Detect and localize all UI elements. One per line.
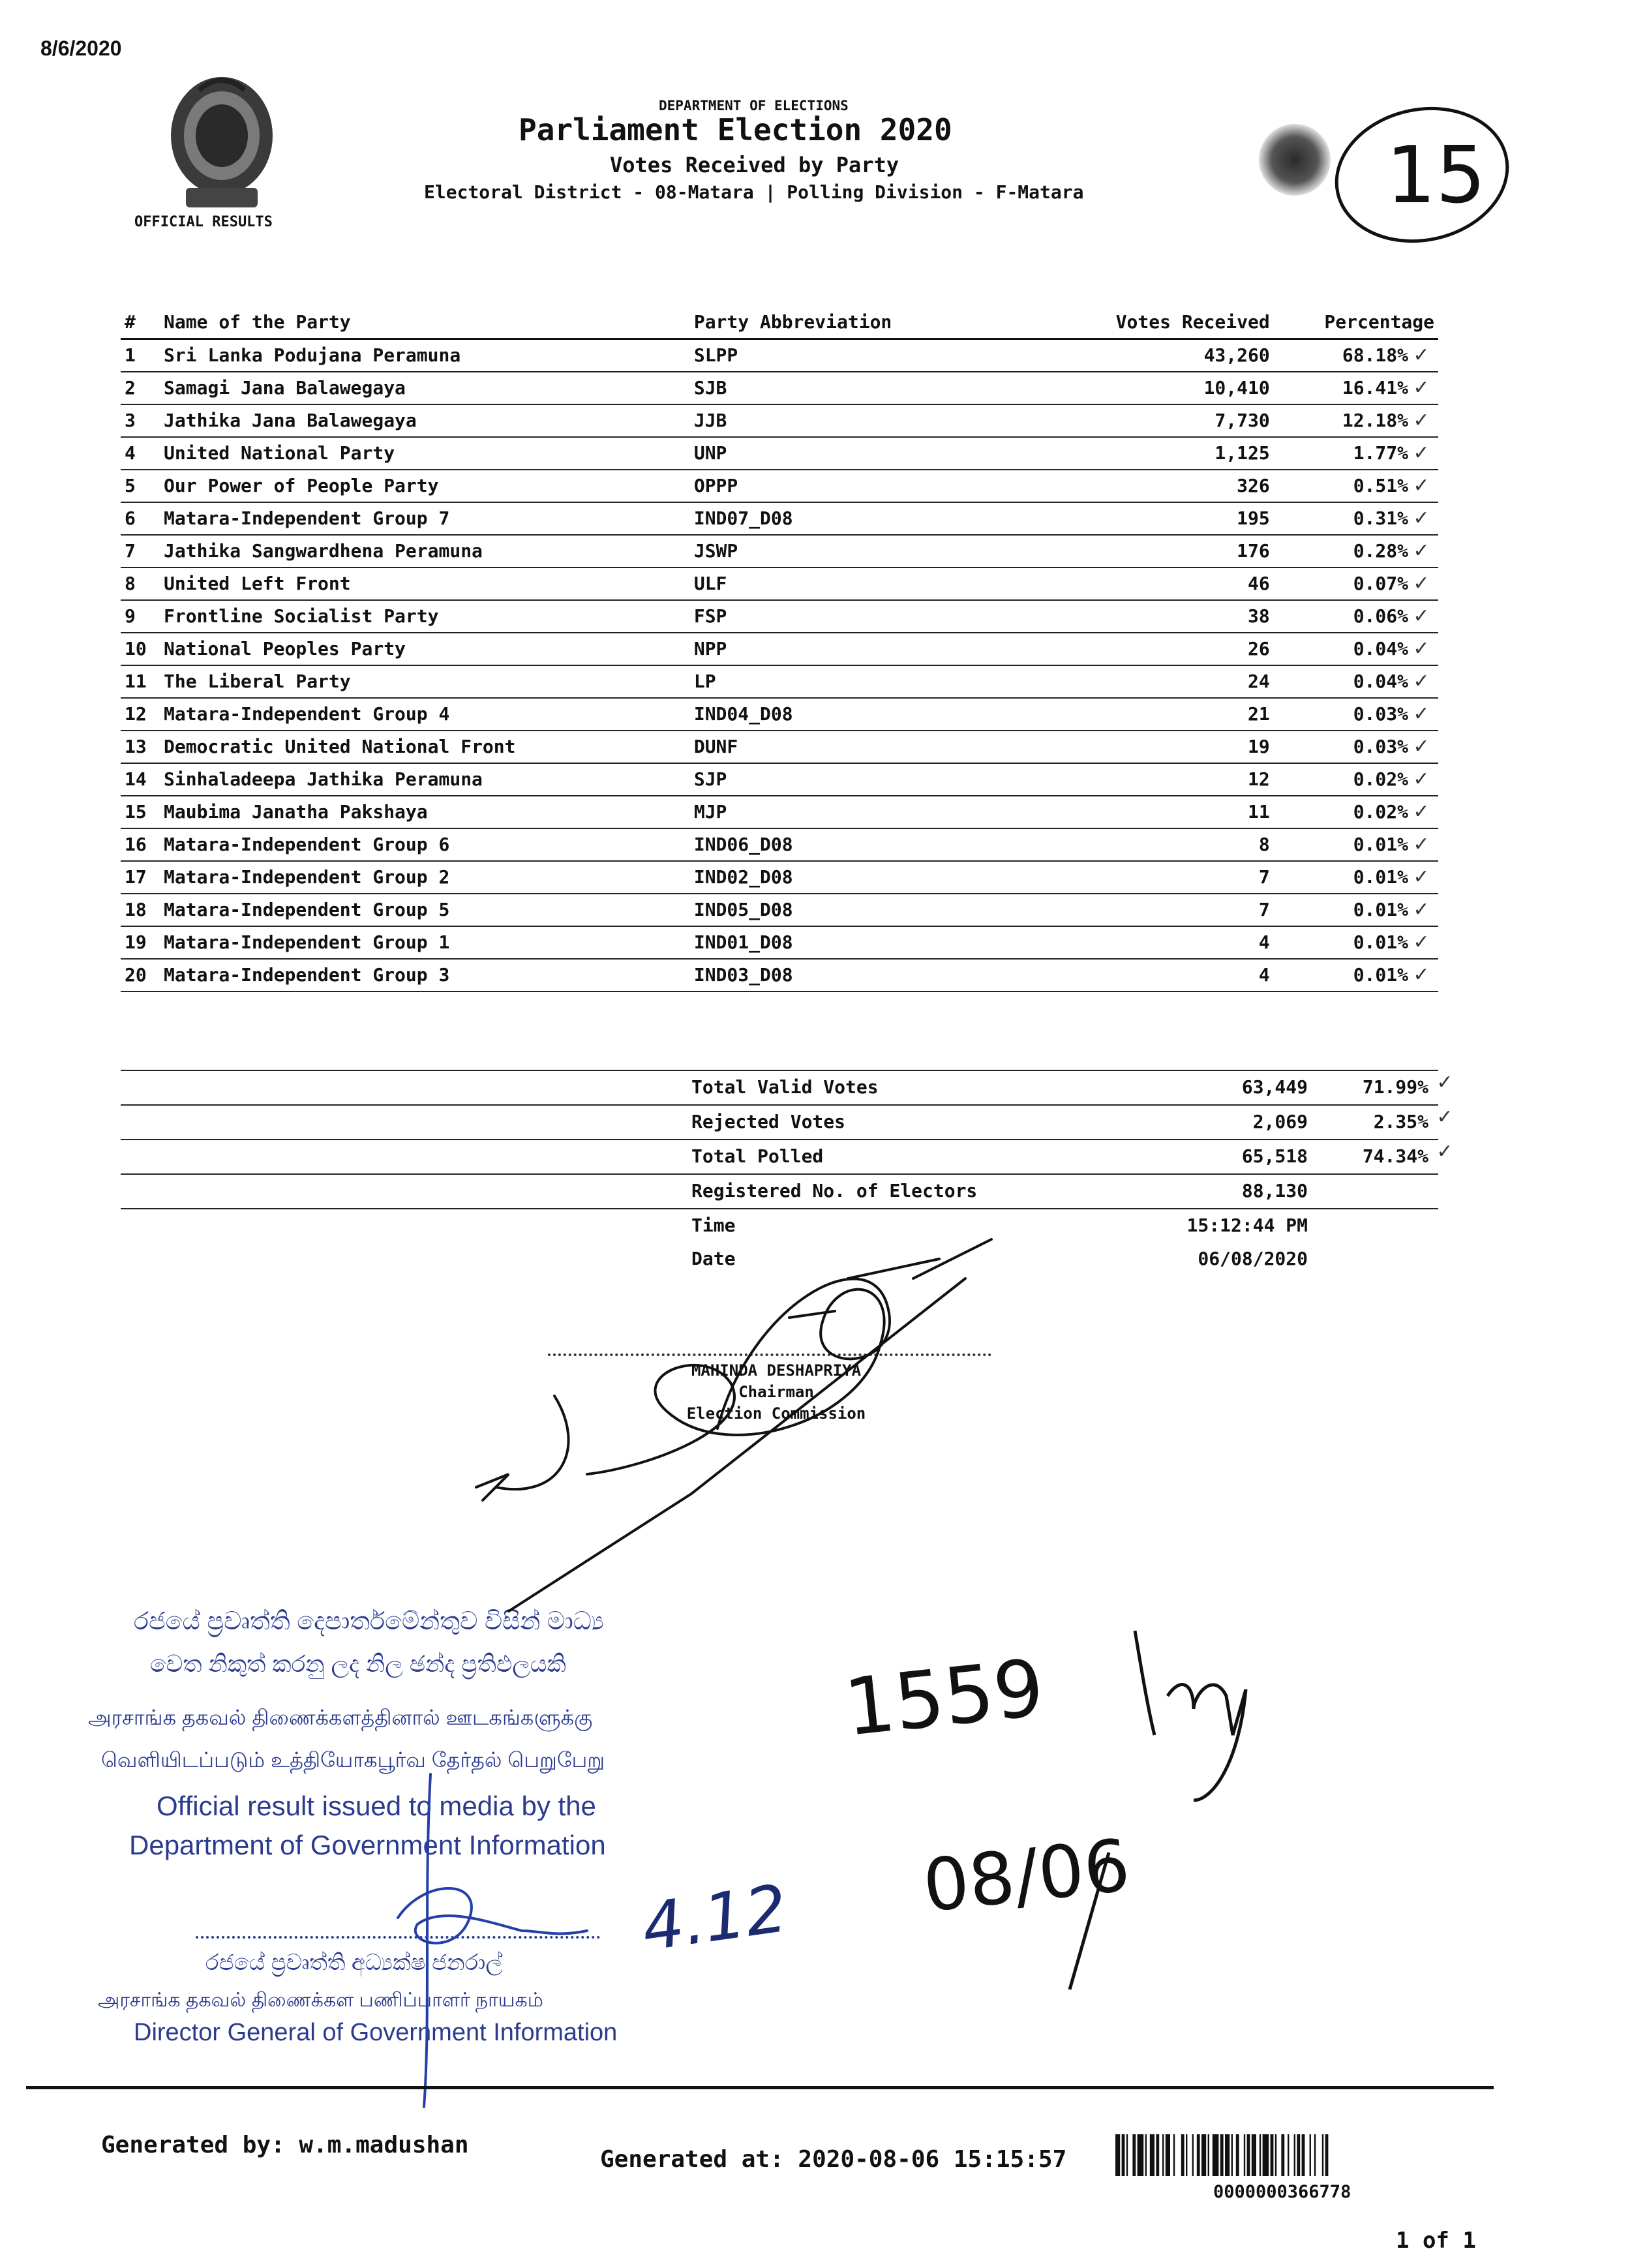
barcode-bar [1275,2134,1276,2176]
votes-received: 12 [1248,768,1270,790]
barcode-bar [1162,2134,1164,2176]
barcode-bar [1126,2134,1128,2176]
row-number: 15 [125,801,147,823]
department-name: DEPARTMENT OF ELECTIONS [659,98,849,113]
table-row [121,894,1438,926]
barcode-bar [1173,2134,1175,2176]
barcode-bar [1201,2134,1206,2176]
check-mark-icon: ✓ [1413,572,1430,595]
barcode-bar [1263,2134,1269,2176]
table-row [121,828,1438,861]
check-mark-icon: ✓ [1436,1071,1453,1094]
votes-received: 7 [1258,899,1270,920]
vote-percentage: 68.18% [1342,344,1408,366]
vote-percentage: 0.01% [1353,964,1408,986]
table-row [121,567,1438,600]
summary-label: Time [691,1215,736,1236]
table-row [121,470,1438,502]
signature-dotted-line [548,1353,991,1356]
row-number: 10 [125,638,147,659]
summary-row-time [121,1208,1438,1243]
row-number: 1 [125,344,136,366]
table-row [121,633,1438,665]
stamp-english-line-3: Director General of Government Information [134,2019,618,2046]
barcode-bar [1310,2134,1311,2176]
handwritten-count: 1559 [840,1642,1048,1754]
check-mark-icon: ✓ [1413,539,1430,562]
party-abbreviation: IND02_D08 [693,866,793,888]
party-abbreviation: IND06_D08 [693,834,793,855]
print-date: 8/6/2020 [40,37,122,60]
summary-percentage: 74.34% [1362,1145,1428,1167]
barcode-bar [1156,2134,1159,2176]
party-abbreviation: SJB [693,377,727,399]
vote-percentage: 0.51% [1353,475,1408,496]
table-header-row [121,307,1438,339]
summary-percentage: 71.99% [1362,1076,1428,1098]
votes-received: 26 [1248,638,1270,659]
party-name: National Peoples Party [164,638,406,659]
check-mark-icon: ✓ [1413,344,1430,367]
check-mark-icon: ✓ [1413,866,1430,888]
barcode-bar [1231,2134,1233,2176]
vote-percentage: 1.77% [1353,442,1408,464]
column-header-number: # [125,311,136,333]
row-number: 20 [125,964,147,986]
barcode-bar [1208,2134,1209,2176]
party-name: Frontline Socialist Party [164,605,439,627]
row-number: 9 [125,605,136,627]
generated-at: Generated at: 2020-08-06 15:15:57 [600,2146,1067,2173]
check-mark-icon: ✓ [1413,605,1430,627]
check-mark-icon: ✓ [1413,637,1430,660]
barcode-bar [1186,2134,1187,2176]
votes-received: 1,125 [1215,442,1270,464]
party-abbreviation: SJP [693,768,727,790]
barcode-bar [1181,2134,1185,2176]
row-number: 6 [125,507,136,529]
signatory-name: MAHINDA DESHAPRIYA [691,1361,862,1380]
party-name: Matara-Independent Group 3 [164,964,450,986]
vote-percentage: 0.01% [1353,931,1408,953]
party-abbreviation: JJB [693,410,727,431]
check-mark-icon: ✓ [1413,931,1430,954]
barcode-bar [1122,2134,1125,2176]
document-title: Parliament Election 2020 [519,112,952,147]
barcode-bar [1220,2134,1224,2176]
summary-value: 15:12:44 PM [1186,1215,1308,1236]
votes-received: 11 [1248,801,1270,823]
summary-label: Total Valid Votes [691,1076,879,1098]
handwritten-count-note [841,1631,1246,1989]
table-row [121,731,1438,763]
party-name: Jathika Jana Balawegaya [164,410,417,431]
barcode-bar [1138,2134,1144,2176]
party-abbreviation: DUNF [693,736,738,757]
party-name: Matara-Independent Group 6 [164,834,450,855]
check-mark-icon: ✓ [1413,898,1430,921]
handwritten-notes [637,1870,792,1966]
barcode-bar [1252,2134,1256,2176]
summary-row-registered [121,1173,1438,1208]
check-mark-icon: ✓ [1413,703,1430,725]
summary-block [121,1070,1453,1275]
director-general-signature [398,1774,587,2107]
votes-received: 46 [1248,573,1270,594]
barcode-bar [1115,2134,1120,2176]
table-row [121,796,1438,828]
check-mark-icon: ✓ [1413,474,1430,497]
district-line: Electoral District - 08-Matara | Polling Division - F-Matara [424,181,1084,203]
party-name: Jathika Sangwardhena Peramuna [164,540,483,562]
check-mark-icon: ✓ [1413,735,1430,758]
vote-percentage: 0.28% [1353,540,1408,562]
votes-received: 4 [1258,931,1270,953]
barcode-icon [1115,2134,1481,2176]
barcode-bar [1166,2134,1170,2176]
party-table-body [121,339,1438,992]
stamp-sinhala-line-3: රජයේ ප්‍රවෘත්ති අධ්‍යක්ෂ ජනරාල් [205,1950,503,1975]
generated-by: Generated by: w.m.madushan [101,2132,469,2158]
summary-value: 2,069 [1252,1111,1308,1132]
votes-received: 24 [1248,671,1270,692]
table-row [121,600,1438,633]
party-abbreviation: FSP [693,605,727,627]
votes-received: 43,260 [1203,344,1270,366]
row-number: 17 [125,866,147,888]
barcode-bar [1145,2134,1147,2176]
party-name: Matara-Independent Group 4 [164,703,450,725]
barcode-bar [1297,2134,1300,2176]
party-abbreviation: NPP [693,638,727,659]
barcode-bar [1322,2134,1323,2176]
vote-percentage: 12.18% [1342,410,1408,431]
barcode-bar [1281,2134,1284,2176]
page-mark-number: 15 [1386,130,1486,221]
row-number: 2 [125,377,136,399]
check-mark-icon: ✓ [1413,768,1430,791]
footer-rule [26,2086,1494,2089]
ink-smudge [1259,124,1331,196]
check-mark-icon: ✓ [1413,507,1430,530]
summary-row-date [121,1243,1438,1275]
chairman-signature [476,1239,991,1611]
handwritten-page-number-circle [1324,98,1513,248]
stamp-tamil-line-1: அரசாங்க தகவல் திணைக்களத்தினால் ஊடகங்களுக்கு [88,1706,593,1729]
vote-percentage: 0.04% [1353,671,1408,692]
column-header-percentage: Percentage [1324,311,1434,333]
vote-percentage: 0.31% [1353,507,1408,529]
table-row [121,959,1438,991]
party-name: Samagi Jana Balawegaya [164,377,406,399]
summary-value: 06/08/2020 [1198,1248,1308,1269]
votes-received: 7,730 [1215,410,1270,431]
table-row [121,372,1438,404]
party-abbreviation: UNP [693,442,727,464]
barcode-bar [1294,2134,1295,2176]
row-number: 18 [125,899,147,920]
barcode-bar [1271,2134,1274,2176]
party-name: Matara-Independent Group 2 [164,866,450,888]
check-mark-icon: ✓ [1436,1140,1453,1163]
table-row [121,437,1438,470]
barcode-number: 0000000366778 [1213,2182,1351,2202]
votes-received: 326 [1237,475,1270,496]
party-name: Matara-Independent Group 7 [164,507,450,529]
stamp-tamil-line-3: அரசாங்க தகவல் திணைக்கள பணிப்பாளர் நாயகம் [98,1989,543,2011]
party-results-table [121,307,1438,992]
party-name: The Liberal Party [164,671,351,692]
party-name: Maubima Janatha Pakshaya [164,801,428,823]
vote-percentage: 0.07% [1353,573,1408,594]
row-number: 13 [125,736,147,757]
summary-label: Total Polled [691,1145,824,1167]
party-name: United Left Front [164,573,351,594]
barcode-bar [1325,2134,1329,2176]
barcode-bar [1244,2134,1245,2176]
seal-caption: OFFICIAL RESULTS [134,214,273,230]
stamp-sinhala-line-1: රජයේ ප්‍රවෘත්ති දෙපාර්තමේන්තුව විසින් මාධ්‍ය [134,1608,604,1635]
votes-received: 4 [1258,964,1270,986]
stamp-english-line-2: Department of Government Information [129,1830,606,1860]
vote-percentage: 0.03% [1353,736,1408,757]
sri-lanka-emblem-seal [160,70,284,220]
stamp-dotted-line [196,1936,600,1939]
row-number: 12 [125,703,147,725]
table-row [121,665,1438,698]
table-row [121,763,1438,796]
party-abbreviation: ULF [693,573,727,594]
barcode-bar [1132,2134,1136,2176]
party-abbreviation: LP [693,671,716,692]
barcode-bar [1150,2134,1155,2176]
barcode-bar [1213,2134,1219,2176]
row-number: 14 [125,768,147,790]
party-name: United National Party [164,442,395,464]
check-mark-icon: ✓ [1413,800,1430,823]
check-mark-icon: ✓ [1436,1106,1453,1128]
vote-percentage: 0.03% [1353,703,1408,725]
barcode-bar [1260,2134,1261,2176]
summary-label: Rejected Votes [691,1111,846,1132]
handwritten-time-note: 4.12 [637,1869,792,1966]
handwritten-date: 08/06 [919,1823,1134,1928]
table-row [121,535,1438,567]
summary-percentage: 2.35% [1373,1111,1428,1132]
row-number: 3 [125,410,136,431]
party-abbreviation: JSWP [693,540,738,562]
table-row [121,861,1438,894]
signatory-block [659,1360,894,1425]
barcode-bar [1236,2134,1239,2176]
check-mark-icon: ✓ [1413,442,1430,464]
barcode-bar [1288,2134,1289,2176]
row-number: 8 [125,573,136,594]
party-name: Matara-Independent Group 1 [164,931,450,953]
column-header-abbreviation: Party Abbreviation [693,311,892,333]
check-mark-icon: ✓ [1413,670,1430,693]
page-count: 1 of 1 [1396,2228,1476,2254]
row-number: 11 [125,671,147,692]
row-number: 5 [125,475,136,496]
row-number: 4 [125,442,136,464]
row-number: 16 [125,834,147,855]
party-abbreviation: IND03_D08 [693,964,793,986]
vote-percentage: 16.41% [1342,377,1408,399]
party-abbreviation: SLPP [693,344,738,366]
column-header-party-name: Name of the Party [164,311,351,333]
vote-percentage: 0.01% [1353,834,1408,855]
check-mark-icon: ✓ [1413,376,1430,399]
party-name: Sri Lanka Podujana Peramuna [164,344,461,366]
table-row [121,926,1438,959]
stamp-english-line-1: Official result issued to media by the [157,1791,596,1821]
party-name: Matara-Independent Group 5 [164,899,450,920]
summary-label: Registered No. of Electors [691,1180,978,1202]
summary-row-rejected [121,1104,1453,1139]
votes-received: 21 [1248,703,1270,725]
party-abbreviation: MJP [693,801,727,823]
votes-received: 7 [1258,866,1270,888]
vote-percentage: 0.04% [1353,638,1408,659]
row-number: 19 [125,931,147,953]
party-name: Sinhaladeepa Jathika Peramuna [164,768,483,790]
barcode-bar [1314,2134,1316,2176]
party-abbreviation: IND07_D08 [693,507,793,529]
stamp-sinhala-line-2: වෙත නිකුත් කරනු ලද නිල ඡන්ද ප්‍රතිඵලයකි [150,1650,566,1677]
party-abbreviation: IND01_D08 [693,931,793,953]
signatory-office: Election Commission [686,1404,866,1423]
summary-row-total-valid [121,1070,1453,1104]
document-subtitle: Votes Received by Party [610,153,899,177]
party-abbreviation: IND05_D08 [693,899,793,920]
barcode-bar [1247,2134,1250,2176]
vote-percentage: 0.06% [1353,605,1408,627]
table-row [121,339,1438,372]
row-number: 7 [125,540,136,562]
votes-received: 10,410 [1203,377,1270,399]
stamp-tamil-line-2: வெளியிடப்படும் உத்தியோகபூர்வ தேர்தல் பெறுபேறு [101,1748,605,1772]
column-header-votes: Votes Received [1115,311,1270,333]
vote-percentage: 0.01% [1353,866,1408,888]
barcode-bar [1302,2134,1305,2176]
table-row [121,698,1438,731]
summary-value: 63,449 [1241,1076,1308,1098]
signatory-role: Chairman [738,1383,814,1401]
barcode-bar [1197,2134,1200,2176]
summary-row-total-polled [121,1139,1453,1173]
vote-percentage: 0.02% [1353,768,1408,790]
table-row [121,502,1438,535]
party-name: Our Power of People Party [164,475,439,496]
table-row [121,404,1438,437]
check-mark-icon: ✓ [1413,409,1430,432]
vote-percentage: 0.01% [1353,899,1408,920]
summary-value: 65,518 [1241,1145,1308,1167]
votes-received: 195 [1237,507,1270,529]
votes-received: 19 [1248,736,1270,757]
party-abbreviation: OPPP [693,475,738,496]
summary-value: 88,130 [1241,1180,1308,1202]
barcode-bar [1192,2134,1194,2176]
vote-percentage: 0.02% [1353,801,1408,823]
check-mark-icon: ✓ [1413,833,1430,856]
votes-received: 38 [1248,605,1270,627]
check-mark-icon: ✓ [1413,963,1430,986]
votes-received: 8 [1258,834,1270,855]
party-abbreviation: IND04_D08 [693,703,793,725]
barcode-bar [1225,2134,1230,2176]
summary-label: Date [691,1248,736,1269]
votes-received: 176 [1237,540,1270,562]
party-name: Democratic United National Front [164,736,516,757]
